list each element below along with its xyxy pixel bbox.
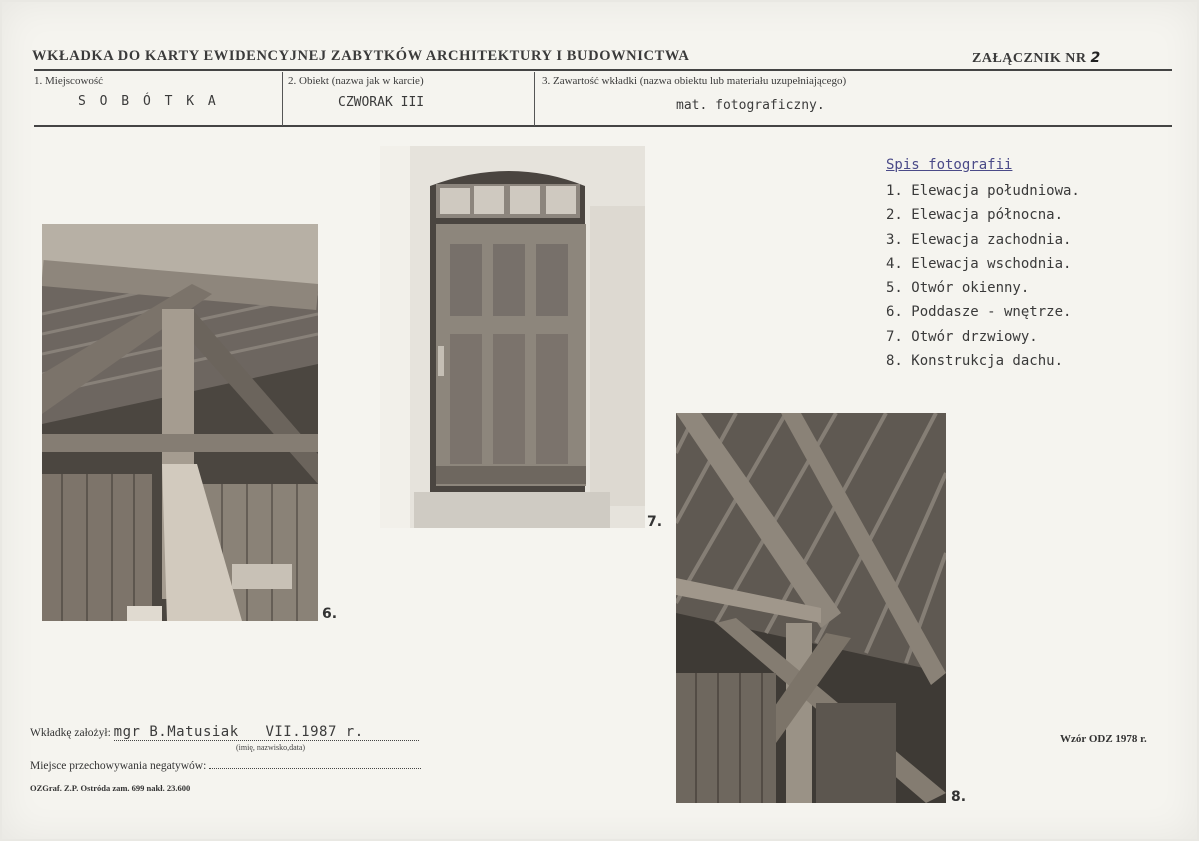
photo-index-item: 5. Otwór okienny. — [886, 280, 1030, 297]
photo-index-item: 3. Elewacja zachodnia. — [886, 231, 1072, 248]
form-note: Wzór ODZ 1978 r. — [1060, 733, 1147, 745]
photo-index-item: 1. Elewacja południowa. — [886, 183, 1080, 199]
negatives-label: Miejsce przechowywania negatywów: — [30, 760, 207, 772]
photo-index-item: 4. Elewacja wschodnia. — [886, 255, 1072, 272]
photo-index-item: 7. Otwór drzwiowy. — [886, 328, 1038, 345]
photo-attic-interior — [42, 224, 318, 621]
founder-value: mgr B.Matusiak VII.1987 r. — [114, 724, 419, 741]
header-rule-bottom — [34, 125, 1172, 127]
founder-hint: (imię, nazwisko,data) — [236, 743, 306, 752]
photo-7-number: 7. — [647, 514, 663, 530]
negatives-value-line — [209, 768, 421, 769]
content-label: 3. Zawartość wkładki (nazwa obiektu lub materiału uzupełniającego) — [542, 75, 847, 87]
annex-label-text: ZAŁĄCZNIK NR — [972, 51, 1087, 66]
photo-index-title: Spis fotografii — [886, 157, 1013, 173]
object-label: 2. Obiekt (nazwa jak w karcie) — [288, 75, 424, 87]
locality-value: S O B Ó T K A — [78, 94, 219, 109]
field-divider-1 — [282, 72, 283, 126]
founder-row — [30, 724, 419, 741]
object-value: CZWORAK III — [338, 95, 425, 110]
photo-index-item: 6. Poddasze - wnętrze. — [886, 304, 1072, 321]
content-value: mat. fotograficzny. — [676, 98, 825, 113]
photo-6-number: 6. — [322, 606, 338, 622]
locality-label: 1. Miejscowość — [34, 75, 104, 87]
annex-number: 2 — [1090, 50, 1101, 66]
photo-index — [886, 157, 1080, 373]
annex-label — [972, 50, 1101, 67]
form-title: WKŁADKA DO KARTY EWIDENCYJNEJ ZABYTKÓW ARCHITEKTURY I BUDOWNICTWA — [32, 48, 690, 64]
photo-doorway — [380, 146, 645, 528]
negatives-row — [30, 760, 421, 772]
photo-index-item: 2. Elewacja północna. — [886, 207, 1064, 224]
photo-index-item: 8. Konstrukcja dachu. — [886, 353, 1064, 370]
printer-note: OZGraf. Z.P. Ostróda zam. 699 nakł. 23.600 — [30, 783, 191, 793]
founder-label: Wkładkę założył: — [30, 727, 111, 739]
photo-roof-construction — [676, 413, 946, 803]
field-divider-2 — [534, 72, 535, 126]
header-rule-top — [34, 69, 1172, 71]
photo-8-number: 8. — [951, 789, 967, 805]
record-sheet — [2, 2, 1197, 839]
